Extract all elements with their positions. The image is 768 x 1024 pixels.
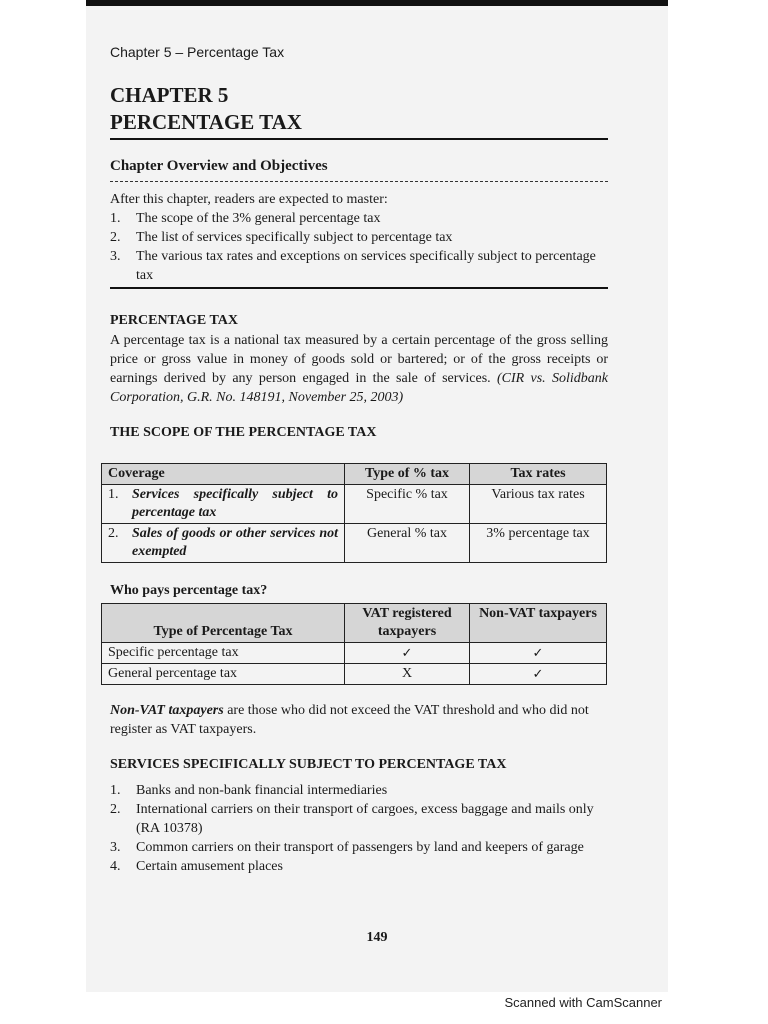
chapter-number: CHAPTER 5 bbox=[110, 83, 229, 107]
col-header: Type of Percentage Tax bbox=[102, 604, 345, 643]
who-pays-table bbox=[101, 603, 607, 685]
coverage-cell: 2. Sales of goods or other services not exempted bbox=[102, 524, 345, 563]
non-vat-note: Non-VAT taxpayers are those who did not exceed the VAT threshold and who did not register as VAT taxpayers. bbox=[110, 703, 589, 737]
list-item: 2. The list of services specifically subject to percentage tax bbox=[110, 230, 453, 245]
scanner-watermark: Scanned with CamScanner bbox=[504, 995, 662, 1010]
scope-table bbox=[101, 463, 607, 563]
rate-cell: 3% percentage tax bbox=[470, 524, 607, 563]
objectives-list bbox=[110, 209, 608, 285]
book-page bbox=[86, 0, 668, 992]
list-item: 3. The various tax rates and exceptions on services specifically subject to percentage tax bbox=[110, 249, 596, 283]
check-icon: ✓ bbox=[470, 664, 607, 685]
col-header: VAT registered taxpayers bbox=[345, 604, 470, 643]
rate-cell: Various tax rates bbox=[470, 485, 607, 524]
col-header: Coverage bbox=[102, 464, 345, 485]
overview-intro: After this chapter, readers are expected to master: bbox=[110, 192, 388, 207]
running-header: Chapter 5 – Percentage Tax bbox=[110, 44, 285, 60]
list-item: 1. The scope of the 3% general percentage tax bbox=[110, 211, 381, 226]
table-row bbox=[102, 643, 607, 664]
list-item: 4. Certain amusement places bbox=[110, 859, 283, 874]
services-list bbox=[110, 781, 608, 876]
table-row bbox=[102, 524, 607, 563]
x-mark: X bbox=[345, 664, 470, 685]
overview-rule bbox=[110, 287, 608, 289]
type-cell: Specific percentage tax bbox=[102, 643, 345, 664]
list-item: 1. Banks and non-bank financial intermediaries bbox=[110, 783, 388, 798]
page-content bbox=[110, 44, 608, 876]
title-rule bbox=[110, 138, 608, 140]
type-cell: Specific % tax bbox=[345, 485, 470, 524]
type-cell: General % tax bbox=[345, 524, 470, 563]
definition-body: A percentage tax is a national tax measured by a certain percentage of the gross selling price or gross value in money of goods sold or bartered; or of the gross receipts or earnings derived by any person engaged in the sale of services. (CIR vs. Solidbank Corporation, G.R. No. 148191, November 25, 2003) bbox=[110, 333, 608, 405]
citation: (CIR vs. Solidbank Corporation, G.R. No. 148191, November 25, 2003) bbox=[110, 371, 608, 405]
table-header-row bbox=[102, 604, 607, 643]
col-header: Tax rates bbox=[470, 464, 607, 485]
top-edge-shadow bbox=[86, 0, 668, 6]
definition-title: PERCENTAGE TAX bbox=[110, 313, 238, 328]
check-icon: ✓ bbox=[470, 643, 607, 664]
who-pays-title: Who pays percentage tax? bbox=[110, 583, 268, 598]
table-row bbox=[102, 664, 607, 685]
check-icon: ✓ bbox=[345, 643, 470, 664]
services-title: SERVICES SPECIFICALLY SUBJECT TO PERCENTAGE TAX bbox=[110, 757, 507, 772]
page-number: 149 bbox=[366, 930, 388, 945]
coverage-cell: 1. Services specifically subject to percentage tax bbox=[102, 485, 345, 524]
col-header: Type of % tax bbox=[345, 464, 470, 485]
table-row bbox=[102, 485, 607, 524]
list-item: 2. International carriers on their transport of cargoes, excess baggage and mails only (RA 10378) bbox=[110, 802, 594, 836]
overview-title: Chapter Overview and Objectives bbox=[110, 158, 328, 174]
table-header-row bbox=[102, 464, 607, 485]
col-header: Non-VAT taxpayers bbox=[470, 604, 607, 643]
scope-title: THE SCOPE OF THE PERCENTAGE TAX bbox=[110, 425, 377, 440]
dashed-divider bbox=[110, 181, 608, 182]
type-cell: General percentage tax bbox=[102, 664, 345, 685]
chapter-title: PERCENTAGE TAX bbox=[110, 110, 302, 134]
list-item: 3. Common carriers on their transport of passengers by land and keepers of garage bbox=[110, 840, 584, 855]
